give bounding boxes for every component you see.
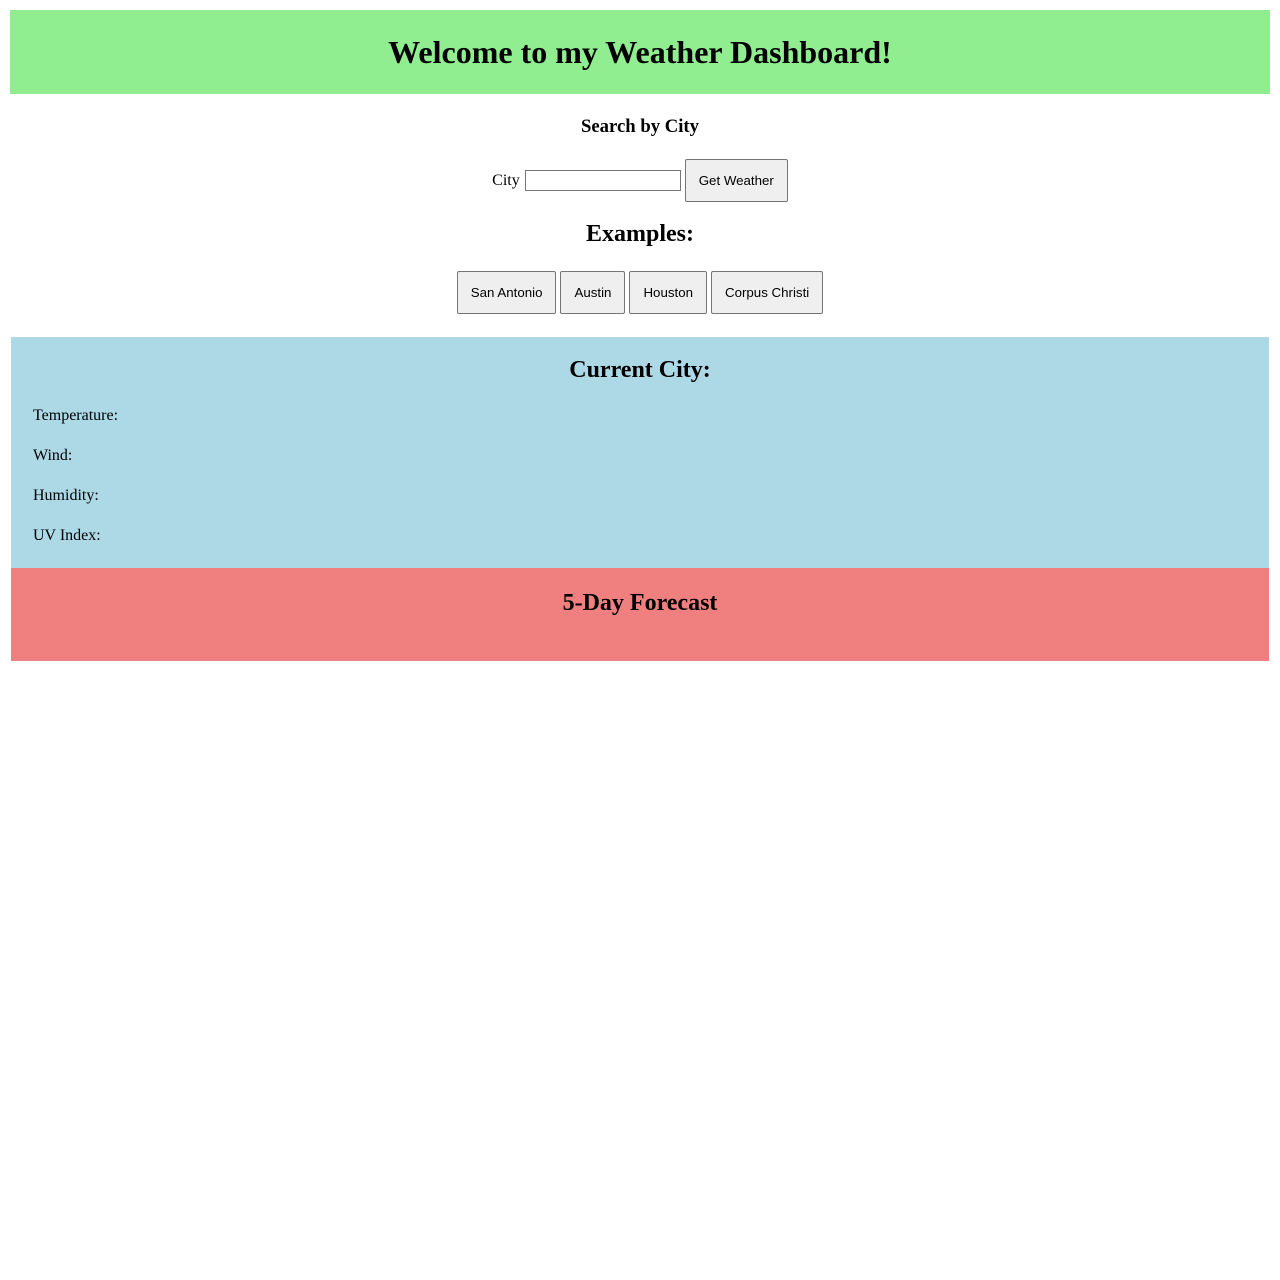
search-form [0, 159, 1280, 202]
example-button-austin[interactable]: Austin [560, 271, 625, 314]
city-input[interactable] [525, 170, 681, 191]
forecast-panel [11, 568, 1269, 661]
example-button-houston[interactable]: Houston [629, 271, 707, 314]
get-weather-button[interactable]: Get Weather [685, 159, 788, 202]
example-button-corpus-christi[interactable]: Corpus Christi [711, 271, 823, 314]
current-city-heading: Current City: [569, 357, 711, 383]
examples-heading: Examples: [586, 221, 694, 247]
current-weather-panel [11, 337, 1269, 568]
forecast-heading: 5-Day Forecast [562, 590, 718, 616]
page-title: Welcome to my Weather Dashboard! [388, 33, 892, 70]
humidity-label: Humidity: [33, 487, 99, 504]
temperature-label: Temperature: [33, 407, 119, 424]
wind-label: Wind: [33, 447, 73, 464]
example-city-buttons [0, 271, 1280, 314]
example-button-san-antonio[interactable]: San Antonio [457, 271, 557, 314]
uv-index-label: UV Index: [33, 527, 101, 544]
search-heading: Search by City [580, 116, 699, 137]
city-label: City [492, 171, 520, 189]
page-header [10, 10, 1270, 94]
